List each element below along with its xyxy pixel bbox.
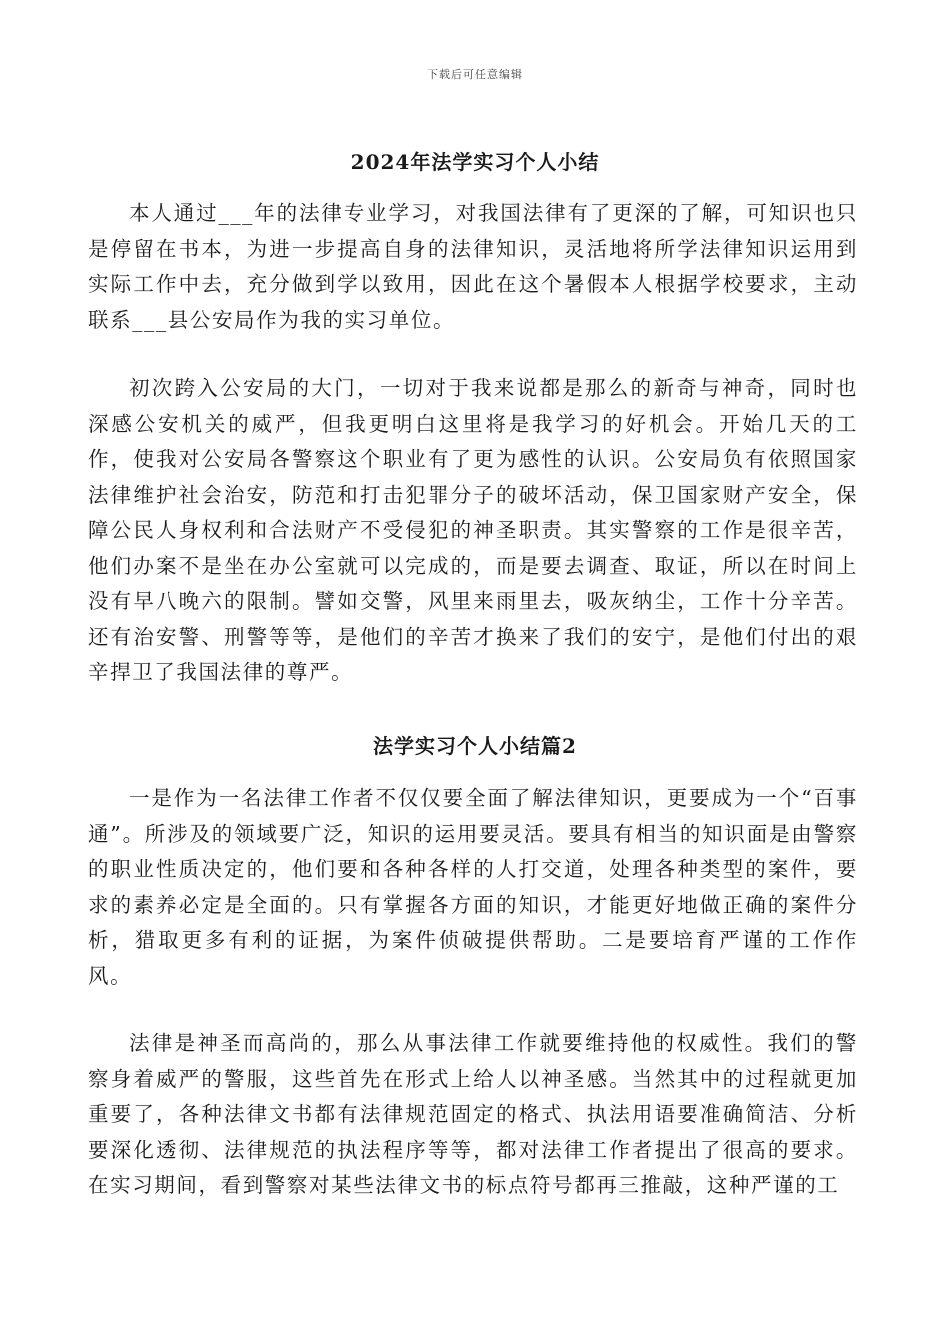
paragraph-1: 本人通过___年的法律专业学习，对我国法律有了更深的了解，可知识也只是停留在书本，为进一步提高自身的法律知识，灵活地将所学法律知识运用到实际工作中去，充分做到学以致用，因此在这个暑假本人根据学校要求，主动联系___县公安局作为我的实习单位。 — [88, 201, 858, 332]
document-title: 2024年法学实习个人小结 — [350, 150, 600, 174]
header-note: 下载后可任意编辑 — [427, 68, 523, 81]
paragraph-3: 一是作为一名法律工作者不仅仅要全面了解法律知识，更要成为一个“百事通”。所涉及的领域要广泛，知识的运用要灵活。要具有相当的知识面是由警察的职业性质决定的，他们要和各种各样的人打交道，处理各种类型的案件，要求的素养必定是全面的。只有掌握各方面的知识，才能更好地做正确的案件分析，猎取更多有利的证据，为案件侦破提供帮助。二是要培育严谨的工作作风。 — [88, 786, 858, 988]
paragraph-2: 初次跨入公安局的大门，一切对于我来说都是那么的新奇与神奇，同时也深感公安机关的威严，但我更明白这里将是我学习的好机会。开始几天的工作，使我对公安局各警察这个职业有了更为感性的认识。公安局负有依照国家法律维护社会治安，防范和打击犯罪分子的破坏活动，保卫国家财产安全，保障公民人身权利和合法财产不受侵犯的神圣职责。其实警察的工作是很辛苦，他们办案不是坐在办公室就可以完成的，而是要去调查、取证，所以在时间上没有早八晚六的限制。譬如交警，风里来雨里去，吸灰纳尘，工作十分辛苦。还有治安警、刑警等等，是他们的辛苦才换来了我们的安宁，是他们付出的艰辛捍卫了我国法律的尊严。 — [88, 376, 858, 684]
section-title: 法学实习个人小结篇2 — [373, 734, 577, 758]
paragraph-4: 法律是神圣而高尚的，那么从事法律工作就要维持他的权威性。我们的警察身着威严的警服，这些首先在形式上给人以神圣感。当然其中的过程就更加重要了，各种法律文书都有法律规范固定的格式、执法用语要准确简洁、分析要深化透彻、法律规范的执法程序等等，都对法律工作者提出了很高的要求。在实习期间，看到警察对某些法律文书的标点符号都再三推敲，这种严谨的工 — [88, 1031, 858, 1197]
